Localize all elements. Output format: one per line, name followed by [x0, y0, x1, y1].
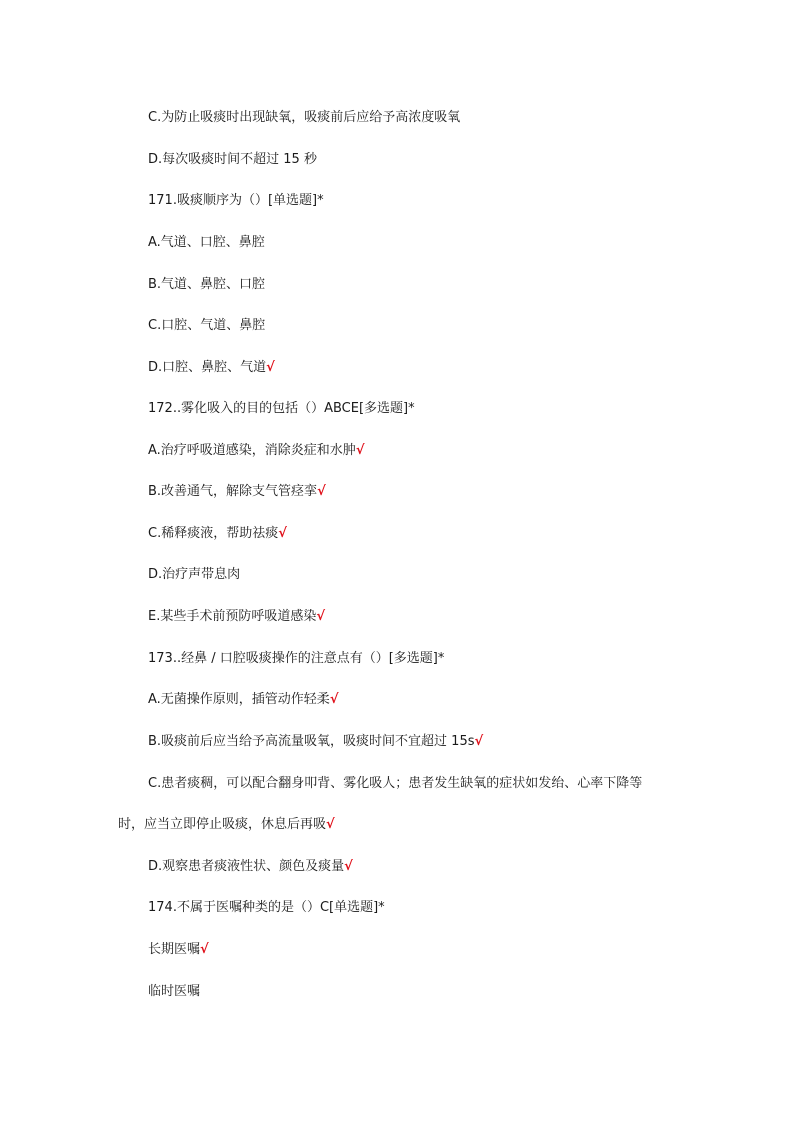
check-mark-icon: √ [266, 360, 275, 375]
check-mark-icon: √ [355, 443, 365, 458]
check-mark-icon: √ [329, 692, 339, 707]
option-line: 长期医嘱√ [148, 942, 209, 957]
option-line: D.口腔、鼻腔、气道√ [148, 360, 275, 375]
option-line: A.治疗呼吸道感染，消除炎症和水肿√ [148, 443, 365, 458]
check-mark-icon: √ [278, 526, 287, 541]
check-mark-icon: √ [316, 609, 326, 624]
check-mark-icon: √ [317, 484, 326, 499]
option-line-continuation: 时，应当立即停止吸痰，休息后再吸√ [118, 817, 335, 832]
option-line: D.每次吸痰时间不超过 15 秒 [148, 152, 317, 167]
option-line: C.为防止吸痰时出现缺氧，吸痰前后应给予高浓度吸氧 [148, 110, 461, 125]
option-line: D.治疗声带息肉 [148, 567, 241, 582]
check-mark-icon: √ [474, 734, 484, 749]
check-mark-icon: √ [344, 859, 353, 874]
option-line: C.患者痰稠，可以配合翻身叩背、雾化吸人；患者发生缺氧的症状如发绐、心率下降等 [148, 776, 643, 791]
option-line: 临时医嘱 [148, 984, 201, 999]
option-line: B.气道、鼻腔、口腔 [148, 277, 266, 292]
option-line: E.某些手术前预防呼吸道感染√ [148, 609, 326, 624]
option-line: C.口腔、气道、鼻腔 [148, 318, 266, 333]
question-line: 172..雾化吸入的目的包括（）ABCE[多选题]* [148, 401, 415, 416]
option-line: B.改善通气，解除支气管痉挛√ [148, 484, 326, 499]
option-line: A.无菌操作原则，插管动作轻柔√ [148, 692, 339, 707]
option-line: C.稀释痰液，帮助祛痰√ [148, 526, 287, 541]
question-line: 173..经鼻 / 口腔吸痰操作的注意点有（）[多选题]* [148, 651, 445, 666]
option-line: D.观察患者痰液性状、颜色及痰量√ [148, 859, 353, 874]
check-mark-icon: √ [326, 817, 335, 832]
question-line: 174.不属于医嘱种类的是（）C[单选题]* [148, 900, 385, 915]
question-line: 171.吸痰顺序为（）[单选题]* [148, 193, 324, 208]
option-line: B.吸痰前后应当给予高流量吸氧，吸痰时间不宜超过 15s√ [148, 734, 484, 749]
check-mark-icon: √ [200, 942, 209, 957]
option-line: A.气道、口腔、鼻腔 [148, 235, 265, 250]
